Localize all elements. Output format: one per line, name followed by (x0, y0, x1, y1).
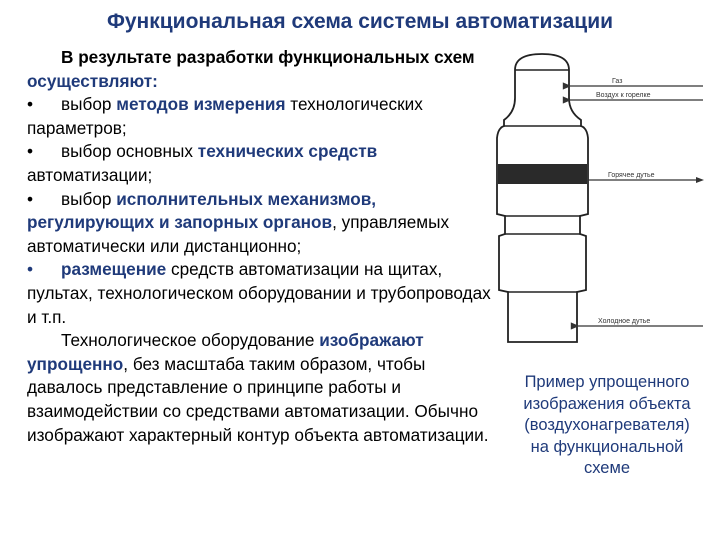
cold-blast-label: Холодное дутье (598, 318, 651, 325)
body-text (27, 46, 502, 447)
hot-blast-arrowhead (696, 177, 704, 183)
bullet-item-placement (27, 258, 502, 329)
para-emphasis: упрощенно (27, 353, 124, 374)
description-paragraph (27, 329, 502, 447)
para-text: , без масштаба таким образом, чтобы давалось представление о принципе работы и взаимодействии со средствами автоматизации. Обычно изображают характерный контур объекта автоматизации. (27, 353, 489, 445)
vessel-band (498, 164, 587, 184)
intro-text: В результате разработки функциональных схем (61, 47, 475, 67)
bullet-text: , управляемых автоматически или дистанционно; (27, 212, 450, 256)
air-heater-diagram (490, 46, 715, 346)
para-text: Технологическое оборудование (61, 330, 320, 351)
bullet-text: выбор (61, 94, 117, 115)
caption-line: изображения объекта (523, 394, 691, 413)
bullet-text: выбор (61, 188, 117, 209)
slide-title: Функциональная схема системы автоматизации (106, 10, 614, 33)
bullet-text: технологических параметров; (27, 94, 423, 138)
bullet-marker: • (27, 188, 34, 209)
air-label: Воздух к горелке (596, 92, 651, 99)
bullet-item-actuators (27, 188, 502, 259)
vessel-outline (497, 54, 588, 342)
bullet-emphasis: методов измерения (116, 94, 286, 115)
bullet-marker: • (27, 259, 34, 280)
bullet-emphasis: исполнительных механизмов, регулирующих и запорных органов (27, 188, 377, 233)
bullet-marker: • (27, 141, 34, 162)
bullet-item-tools (27, 140, 502, 187)
bullet-marker: • (27, 94, 34, 115)
intro-emphasis: осуществляют: (27, 70, 158, 91)
intro-paragraph (27, 46, 502, 93)
caption-line: (воздухонагревателя) (524, 416, 690, 435)
figure-caption (508, 372, 706, 480)
bullet-emphasis: размещение (61, 259, 167, 280)
bullet-emphasis: технических средств (197, 141, 378, 162)
bullet-text: средств автоматизации на щитах, пультах, технологическом оборудовании и трубопроводах и т.п. (27, 259, 491, 327)
para-emphasis: изображают (319, 330, 424, 351)
bullet-text: автоматизации; (27, 164, 153, 185)
caption-line: на функциональной (530, 437, 684, 456)
hot-blast-label: Горячее дутье (608, 172, 655, 179)
caption-line: Пример упрощенного (524, 373, 690, 391)
gas-label: Газ (612, 78, 623, 85)
bullet-item-methods (27, 93, 502, 140)
bullet-text: выбор основных (61, 141, 198, 162)
caption-line: схеме (583, 459, 630, 478)
